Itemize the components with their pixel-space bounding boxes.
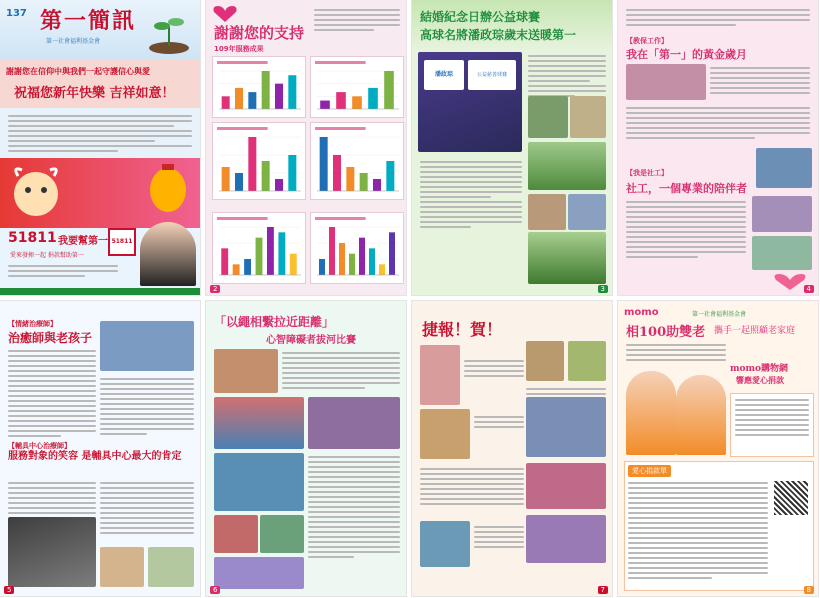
charity-sign: 公益慈善球賽 [468, 60, 516, 90]
chart-bar [360, 173, 368, 191]
newsletter-page-7 [412, 301, 612, 596]
donation-form-title: 愛心捐款單 [628, 465, 671, 477]
assistive-device-photo [8, 517, 96, 587]
chart-bar [336, 92, 346, 109]
hotline-slogan: 我要幫第一 [58, 236, 108, 247]
class-photo [756, 148, 812, 188]
assistive-article-col1 [8, 479, 96, 517]
hotline-subtext: 愛來發揮一起 捐款幫助第一 [10, 252, 84, 259]
service-chart-2 [310, 56, 404, 118]
ox-mascot-icon [6, 160, 66, 226]
sponsor-sign: 潘政琮 [424, 60, 464, 90]
service-chart-3 [212, 122, 306, 200]
newsletter-title: 第一簡訊 [40, 8, 137, 34]
page-6-title-line1: 「以繩相繫拉近距離」 [214, 315, 335, 329]
donation-form-fields[interactable] [628, 479, 768, 582]
award-caption-3 [474, 413, 524, 431]
chart-bar [235, 173, 243, 191]
chart-title-bar [217, 127, 268, 130]
chart-bar [384, 71, 394, 109]
tug-of-war-photo-2 [308, 397, 400, 449]
hotline-badge: 51811 [108, 228, 136, 256]
page-number: 5 [4, 586, 14, 594]
chart-bar [379, 264, 385, 275]
page-number: 3 [598, 285, 608, 293]
assistive-article-col2 [100, 479, 194, 537]
chart-bar [349, 254, 355, 275]
new-year-greeting: 祝福您新年快樂 吉祥如意！ [14, 86, 175, 101]
page-number: 8 [804, 586, 814, 594]
social-work-article-text [626, 198, 746, 261]
chart-bar [288, 75, 296, 109]
chart-bar [222, 96, 230, 109]
certificate-photo [420, 409, 470, 459]
award-photo-4 [526, 463, 606, 509]
teaching-article-col2 [626, 104, 810, 142]
chart-bar [386, 161, 394, 191]
partner-name: 第一社會福利基金會 [692, 311, 747, 318]
chart-bar [369, 248, 375, 275]
teacher-photo [626, 64, 706, 100]
page-4-intro-text [626, 6, 810, 29]
tug-of-war-photo-1 [214, 397, 304, 449]
chart-bar [275, 84, 283, 109]
section-label-teaching: 【教保工作】 [626, 37, 668, 45]
promo-label-2: 響應愛心捐款 [736, 375, 784, 385]
chart-bar [278, 232, 285, 275]
chart-bar [320, 137, 328, 191]
therapist-article-col1 [8, 347, 96, 440]
page-number: 2 [210, 285, 220, 293]
service-chart-1 [212, 56, 306, 118]
chart-title-bar [315, 217, 366, 220]
heart-icon [210, 4, 240, 24]
cover-footer-bar [0, 288, 200, 295]
award-photo-1 [420, 345, 460, 405]
chart-bar [244, 259, 251, 275]
chart-bar [352, 96, 362, 109]
award-photo-2 [526, 341, 564, 381]
cover-article-text [8, 112, 192, 155]
golfer-photo-1 [528, 96, 568, 138]
golf-photo-5 [528, 232, 606, 284]
chart-bar [333, 155, 341, 191]
momo-logo: momo [624, 307, 659, 318]
chart-bar [389, 232, 395, 275]
section-label-therapist: 【情緒治療師】 [8, 320, 57, 328]
newsletter-page-6 [206, 301, 406, 596]
page-3-article-col1 [528, 52, 606, 100]
campaign-title: 相100助雙老 [626, 325, 706, 340]
chart-bar [320, 101, 330, 109]
promo-label-1: momo購物網 [730, 364, 789, 374]
spokesperson-photo [140, 222, 196, 286]
page-6-intro-text [282, 349, 400, 392]
event-photo-1 [214, 349, 278, 393]
event-photo-3 [260, 515, 304, 553]
golfer-photo-2 [570, 96, 606, 138]
page-6-article-text [308, 453, 400, 561]
chart-title-bar [217, 61, 268, 64]
chart-title-bar [315, 61, 366, 64]
assistive-article-title: 服務對象的笑容 是輔具中心最大的肯定 [8, 451, 182, 462]
sprout-icon [148, 10, 190, 54]
chart-title-bar [315, 127, 366, 130]
chart-bar [222, 167, 230, 191]
service-chart-5 [212, 212, 306, 284]
page-3-article-col2 [420, 158, 522, 231]
page-3-title-line2: 高球名將潘政琮歲末送暖第一 [420, 28, 577, 42]
team-photo [214, 453, 304, 511]
chart-bar [329, 227, 335, 275]
social-worker-photo-1 [752, 196, 812, 232]
hotline-number: 51811 [8, 230, 57, 246]
hotline-details-text [8, 262, 118, 280]
staff-photo-1 [100, 547, 144, 587]
chart-bar [248, 137, 256, 191]
campaign-info-box [730, 393, 814, 457]
chart-bar [346, 167, 354, 191]
chart-bar [359, 238, 365, 275]
chart-bar [275, 179, 283, 191]
qr-code-icon[interactable] [774, 481, 808, 515]
chart-bar [262, 161, 270, 191]
page-2-subtitle: 109年服務成果 [214, 45, 264, 53]
chart-bar [233, 264, 240, 275]
chart-bar [288, 155, 296, 191]
chart-bar [235, 88, 243, 109]
campaign-subtitle: 攜手一起照顧老家庭 [714, 326, 796, 336]
chart-bar [290, 254, 297, 275]
service-chart-4 [310, 122, 404, 200]
social-work-article-title: 社工，一個專業的陪伴者 [626, 182, 747, 195]
chart-title-bar [217, 217, 268, 220]
chart-bar [267, 227, 274, 275]
award-caption-1 [464, 357, 524, 380]
staff-photo-2 [148, 547, 194, 587]
page-6-title-line2: 心智障礙者拔河比賽 [266, 335, 356, 346]
chart-bar [319, 259, 325, 275]
teaching-article-col1 [710, 64, 810, 97]
issue-number: 137 [6, 8, 27, 19]
therapist-article-col2 [100, 375, 194, 438]
award-photo-5 [420, 521, 470, 567]
newsletter-page-2 [206, 0, 406, 295]
chart-bar [256, 238, 263, 275]
page-2-title: 謝謝您的支持 [214, 24, 305, 42]
section-label-social-work: 【我是社工】 [626, 169, 668, 177]
newsletter-page-4 [618, 0, 818, 295]
chart-bar [339, 243, 345, 275]
therapist-article-title: 治癒師與老孩子 [8, 331, 93, 345]
page-7-article-col1 [420, 465, 524, 508]
chart-bar [221, 248, 228, 275]
event-photo-4 [214, 557, 304, 589]
award-photo-3 [568, 341, 606, 381]
page-number: 7 [598, 586, 608, 594]
newsletter-page-8 [618, 301, 818, 596]
chart-bar [248, 92, 256, 109]
service-chart-6 [310, 212, 404, 284]
page-7-title: 捷報！賀！ [422, 320, 503, 339]
golf-photo-3 [528, 194, 566, 230]
foundation-name: 第一社會福利基金會 [46, 38, 101, 45]
page-3-title-line1: 結婚紀念日辦公益球賽 [420, 10, 541, 24]
page-number: 6 [210, 586, 220, 594]
ambassador-photo-1 [626, 371, 676, 455]
golf-photo-4 [568, 194, 606, 230]
award-ceremony-photo [526, 397, 606, 457]
page-2-intro-text [314, 6, 400, 34]
ambassador-photo-2 [676, 375, 726, 455]
golf-course-photo [528, 142, 606, 190]
therapy-session-photo [100, 321, 194, 371]
newsletter-page-5 [0, 301, 200, 596]
lantern-icon [140, 160, 196, 220]
chart-bar [262, 71, 270, 109]
social-worker-photo-2 [752, 236, 812, 270]
cover-headline: 謝謝您在信仰中與我們一起守護信心與愛 [6, 66, 150, 76]
award-photo-6 [526, 515, 606, 563]
event-photo-2 [214, 515, 258, 553]
newsletter-page-3 [412, 0, 612, 295]
newsletter-page-1 [0, 0, 200, 295]
teaching-article-title: 我在「第一」的黃金歲月 [626, 48, 747, 61]
page-number: 4 [804, 285, 814, 293]
chart-bar [373, 179, 381, 191]
section-label-assistive: 【輔具中心治療師】 [8, 442, 71, 450]
campaign-text [626, 341, 726, 364]
page-7-article-col2 [474, 523, 524, 551]
chart-bar [368, 88, 378, 109]
